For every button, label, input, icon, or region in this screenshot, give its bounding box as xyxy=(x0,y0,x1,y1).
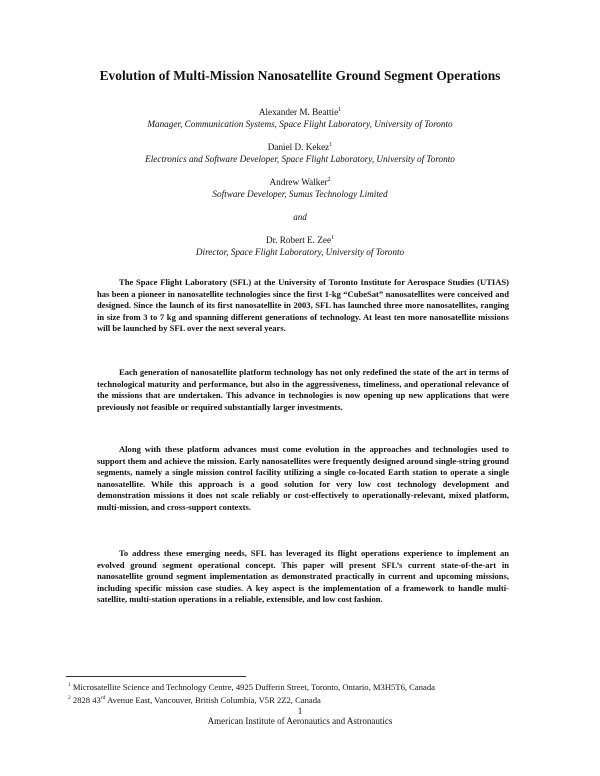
author-block xyxy=(0,141,600,165)
author-name: Andrew Walker xyxy=(269,177,328,187)
footnote-mark: 2 xyxy=(68,695,71,701)
author-name: Dr. Robert E. Zee xyxy=(265,235,332,245)
footnote-divider xyxy=(66,676,246,677)
footnote-text: 2828 43 xyxy=(72,695,101,705)
footnote-mark: 1 xyxy=(68,682,71,688)
page-number: 1 xyxy=(297,706,303,716)
organization-footer: American Institute of Aeronautics and Astronautics xyxy=(207,716,393,726)
footnote-mark: 2 xyxy=(327,177,331,183)
author-block xyxy=(0,106,600,130)
author-block xyxy=(0,176,600,200)
abstract-paragraph: Each generation of nanosatellite platform technology has not only redefined the state of the art in terms of technological maturity and performance, but also in the aggressiveness, timeliness, and operational relevance of the missions that are undertaken. This advance in technologies is now opening up new applications that were previously not feasible or required substantially larger investments. xyxy=(97,367,509,412)
footnote-mark: 1 xyxy=(329,142,333,148)
author-name: Daniel D. Kekez xyxy=(267,142,330,152)
and-separator: and xyxy=(293,212,307,222)
author-affiliation: Manager, Communication Systems, Space Flight Laboratory, University of Toronto xyxy=(147,119,453,129)
footnote-mark: 1 xyxy=(338,107,342,113)
abstract-paragraph: To address these emerging needs, SFL has leveraged its flight operations experience to implement an evolved ground segment operational concept. This paper will present SFL’s current state-of-the-art in nanosatellite ground segment implementation as demonstrated practically in current and upcoming missions, including specific mission case studies. A key aspect is the implementation of a framework to handle multi-satellite, multi-station operations in a reliable, extensible, and low cost fashion. xyxy=(97,548,509,604)
footnote-text-rest: Avenue East, Vancouver, British Columbia, V5R 2Z2, Canada xyxy=(105,695,321,705)
abstract-paragraph: The Space Flight Laboratory (SFL) at the University of Toronto Institute for Aerospace Studies (UTIAS) has been a pioneer in nanosatellite technologies since the first 1-kg “CubeSat” nanosatellites were conceived and designed. Since the launch of its first nanosatellite in 2003, SFL has launched three more nanosatellites, ranging in size from 3 to 7 kg and spanning different generations of technology. At least ten more nanosatellite missions will be launched by SFL over the next several years. xyxy=(97,277,509,333)
author-name: Alexander M. Beattie xyxy=(258,107,339,117)
footnote-text: Microsatellite Science and Technology Centre, 4925 Dufferin Street, Toronto, Ontario, M3H5T6, Canada xyxy=(72,682,435,692)
author-affiliation: Electronics and Software Developer, Space Flight Laboratory, University of Toronto xyxy=(145,154,455,164)
paper-title: Evolution of Multi-Mission Nanosatellite Ground Segment Operations xyxy=(99,68,501,83)
author-affiliation: Software Developer, Sumus Technology Limited xyxy=(212,189,388,199)
footnote xyxy=(68,682,435,692)
ordinal-suffix: rd xyxy=(100,695,106,701)
abstract-paragraph: Along with these platform advances must come evolution in the approaches and technologies used to support them and achieve the mission. Early nanosatellites were frequently designed around single-string ground segments, namely a single mission control facility utilizing a single co-located Earth station to operate a single nanosatellite. While this approach is a good solution for very low cost technology development and demonstration missions it does not scale reliably or cost-effectively to operationally-relevant, mixed platform, multi-mission, and cross-support contexts. xyxy=(97,444,509,512)
author-affiliation: Director, Space Flight Laboratory, University of Toronto xyxy=(195,247,405,257)
footnote xyxy=(68,695,321,705)
footnote-mark: 1 xyxy=(331,235,335,241)
author-block xyxy=(0,234,600,258)
